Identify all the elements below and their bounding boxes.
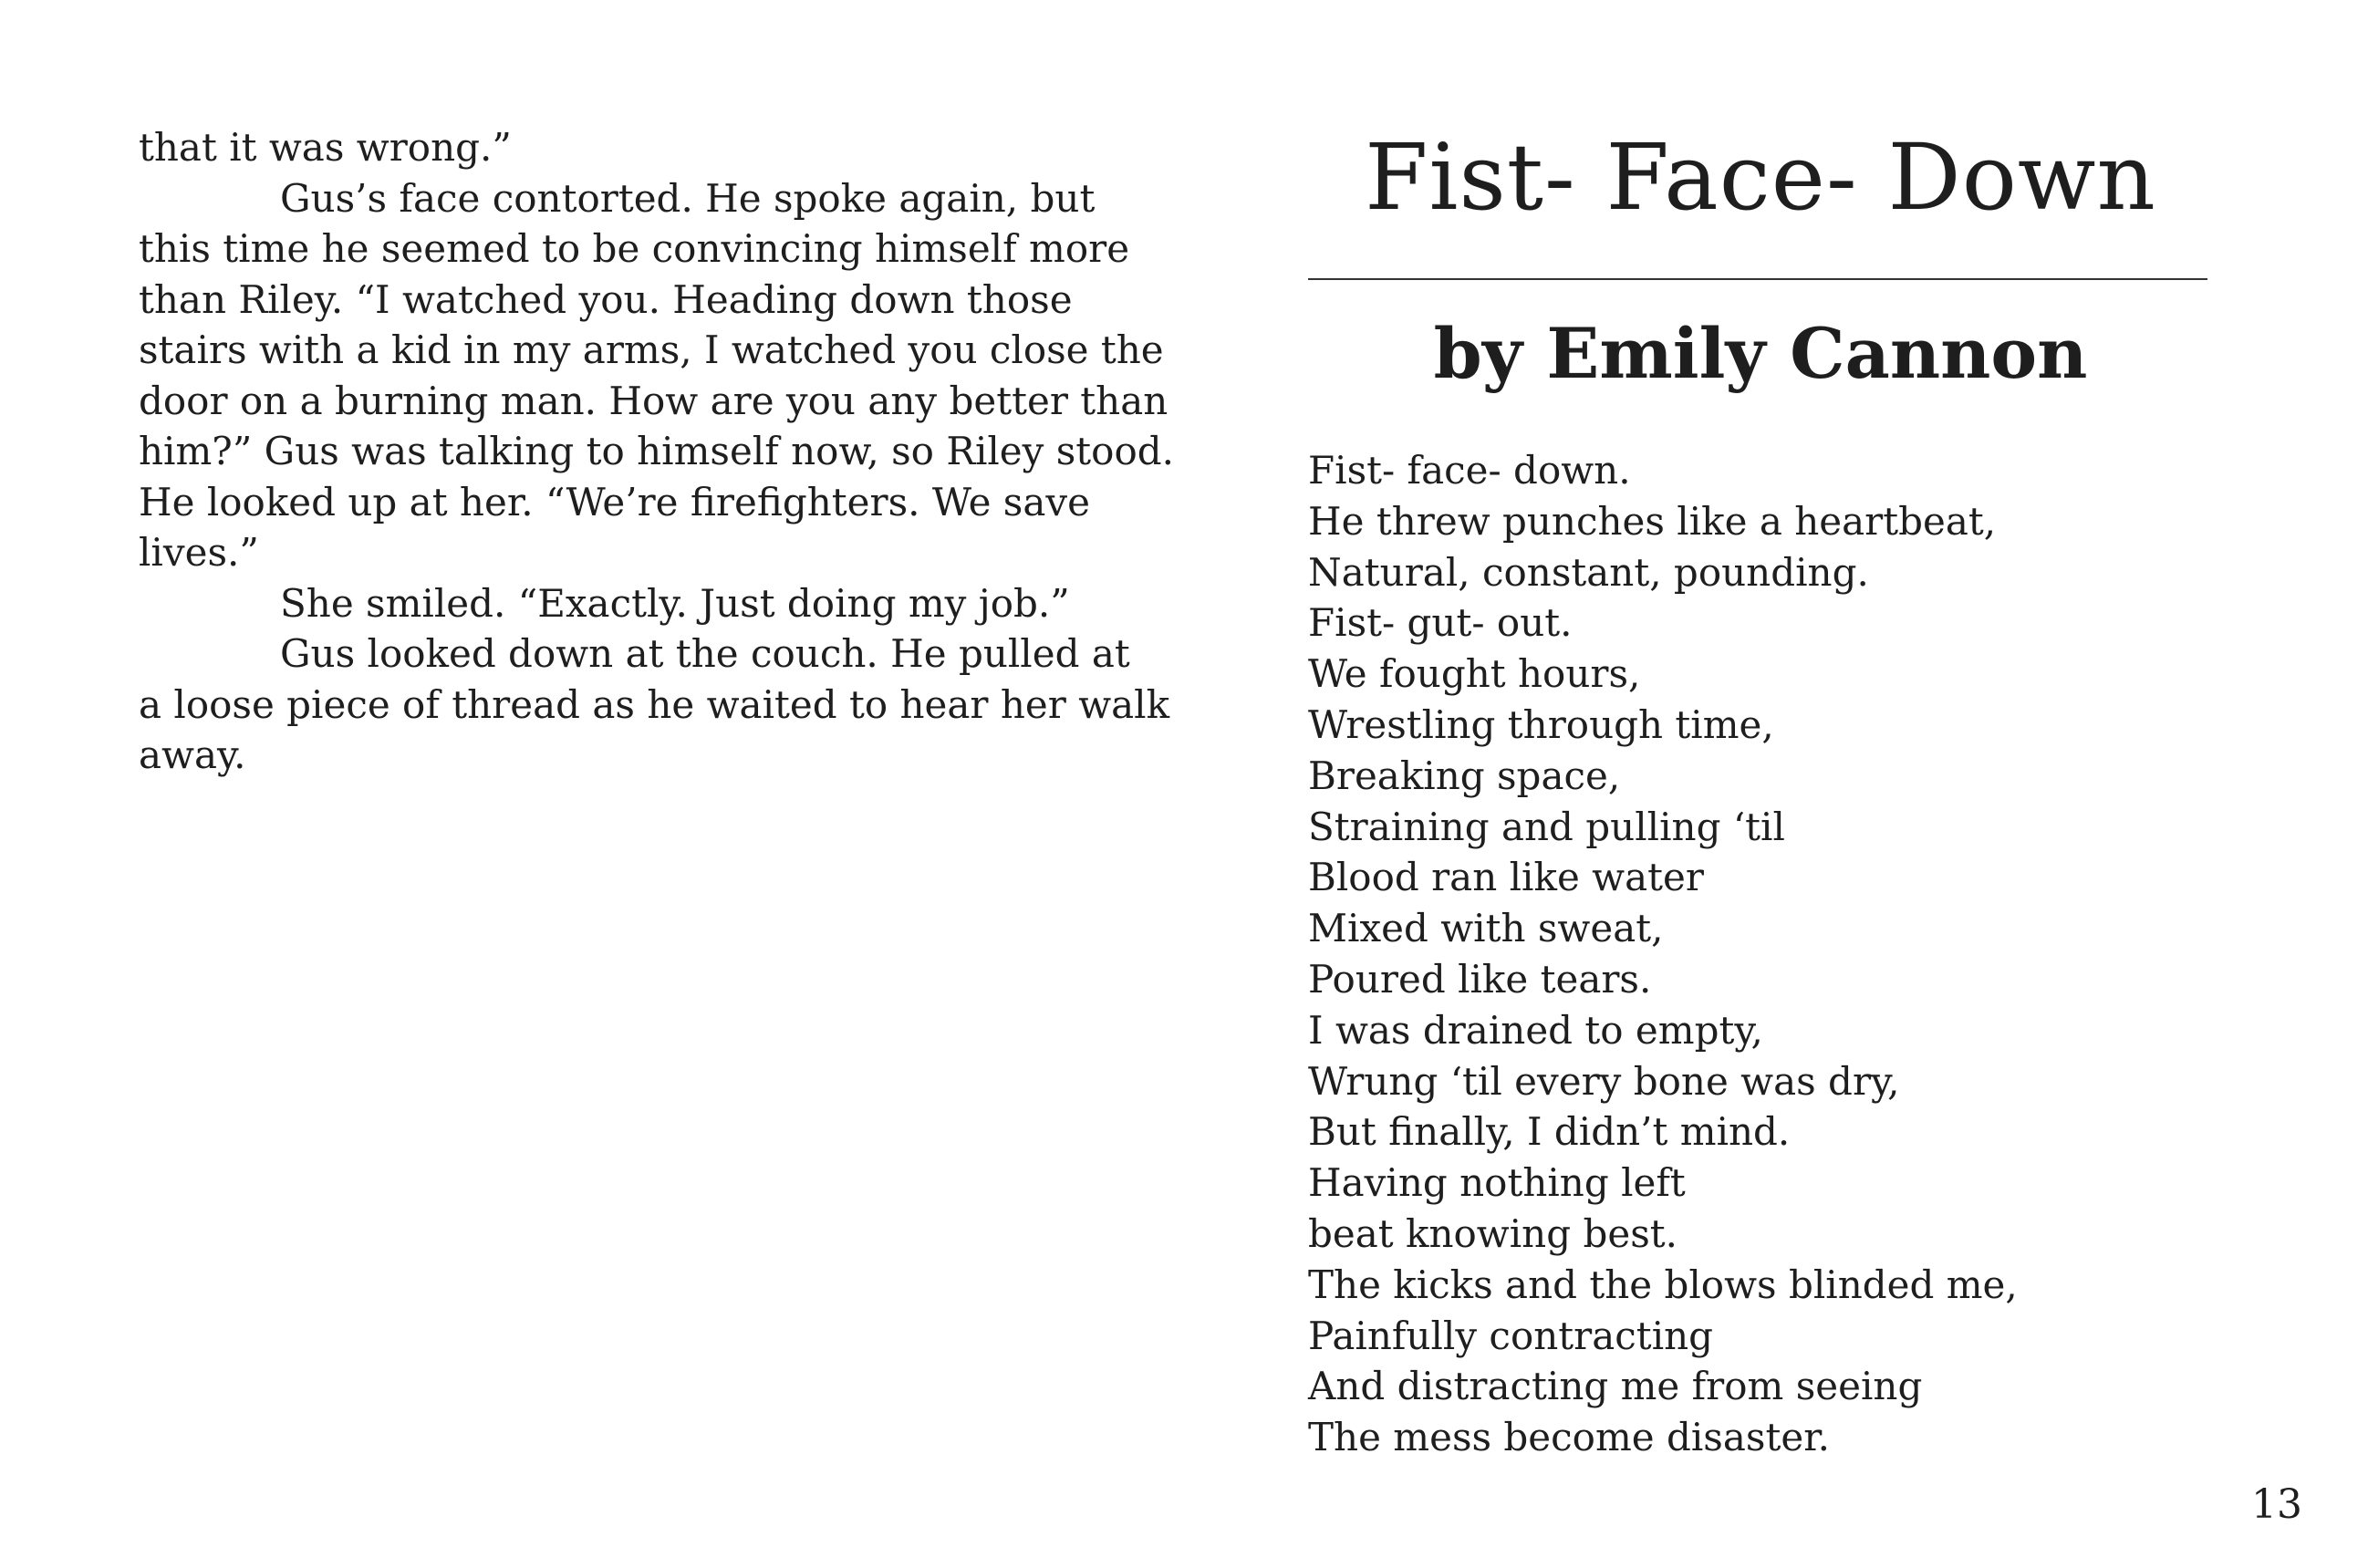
poem-line: Fist- face- down. <box>1308 448 1631 493</box>
prose-line: that it was wrong.” <box>139 125 512 170</box>
poem-line: The mess become disaster. <box>1308 1415 1831 1460</box>
poem-line: Breaking space, <box>1308 753 1621 798</box>
poem-line: The kicks and the blows blinded me, <box>1308 1262 2018 1307</box>
prose-line: door on a burning man. How are you any better than <box>139 378 1168 423</box>
poem-line: But finally, I didn’t mind. <box>1308 1109 1791 1155</box>
poem-line: I was drained to empty, <box>1308 1007 1763 1053</box>
poem-line: Wrung ‘til every bone was dry, <box>1308 1058 1900 1104</box>
poem-line: Straining and pulling ‘til <box>1308 804 1785 849</box>
poem-line: And distracting me from seeing <box>1308 1364 1923 1409</box>
prose-line: away. <box>139 732 246 777</box>
prose-line: Gus’s face contorted. He spoke again, but <box>280 175 1096 221</box>
poem-line: He threw punches like a heartbeat, <box>1308 498 1997 544</box>
poem-line: Mixed with sweat, <box>1308 906 1664 951</box>
prose-line: him?” Gus was talking to himself now, so Riley stood. <box>139 429 1174 473</box>
poem-line: Wrestling through time, <box>1308 701 1774 747</box>
prose-line: She smiled. “Exactly. Just doing my job.” <box>280 580 1070 626</box>
page-number: 13 <box>2251 1481 2302 1528</box>
poem-line: beat knowing best. <box>1308 1210 1677 1256</box>
prose-line: He looked up at her. “We’re firefighters. We save <box>139 479 1090 524</box>
poem-line: We fought hours, <box>1308 651 1641 697</box>
poem-line: Natural, constant, pounding. <box>1308 549 1869 595</box>
poem-body <box>1308 445 2220 1463</box>
title-divider <box>1308 278 2207 280</box>
author-byline: by Emily Cannon <box>1433 313 2088 394</box>
poem-title: Fist- Face- Down <box>1365 124 2156 231</box>
prose-line: lives.” <box>139 530 259 575</box>
prose-line: than Riley. “I watched you. Heading down those <box>139 276 1073 322</box>
prose-line: a loose piece of thread as he waited to hear her walk <box>139 681 1170 727</box>
poem-line: Painfully contracting <box>1308 1313 1714 1358</box>
poem-line: Fist- gut- out. <box>1308 600 1573 646</box>
prose-line: this time he seemed to be convincing himself more <box>139 226 1130 271</box>
prose-line: Gus looked down at the couch. He pulled at <box>280 631 1130 676</box>
prose-line: stairs with a kid in my arms, I watched you close the <box>139 327 1164 372</box>
poem-line: Having nothing left <box>1308 1160 1686 1206</box>
poem-line: Blood ran like water <box>1308 855 1704 900</box>
story-text <box>139 122 1174 781</box>
poem-line: Poured like tears. <box>1308 956 1652 1002</box>
